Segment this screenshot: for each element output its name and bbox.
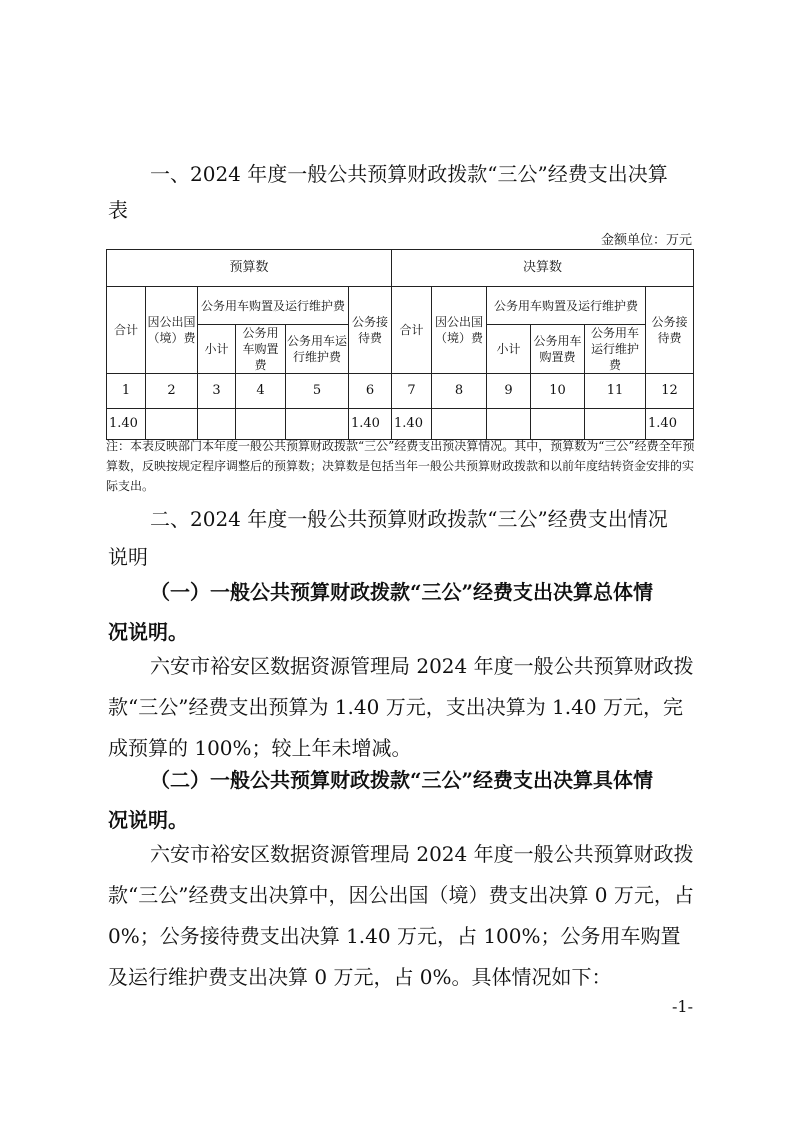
subsection-1-heading-line1: （一）一般公共预算财政拨款“三公”经费支出决算总体情 xyxy=(150,580,654,604)
section-title-2-line2: 说明 xyxy=(108,545,148,569)
header-reception: 公务接待费 xyxy=(349,287,392,374)
index-cell: 11 xyxy=(585,374,646,409)
data-cell xyxy=(198,409,236,440)
header-abroad: 因公出国（境）费 xyxy=(146,287,198,374)
index-cell: 6 xyxy=(349,374,392,409)
section-title-2-line1: 二、2024 年度一般公共预算财政拨款“三公”经费支出情况 xyxy=(150,507,668,531)
data-cell: 1.40 xyxy=(392,409,432,440)
data-cell xyxy=(146,409,198,440)
table-note: 注：本表反映部门本年度一般公共预算财政拨款“三公”经费支出预决算情况。其中，预算数为“三公”经费全年预算数，反映按规定程序调整后的预算数；决算数是包括当年一般公共预算财政拨款和以前年度结转资金安排的实际支出。 xyxy=(106,439,695,493)
data-cell xyxy=(432,409,487,440)
data-cell: 1.40 xyxy=(107,409,146,440)
header-abroad: 因公出国（境）费 xyxy=(432,287,487,374)
header-vehicle-group: 公务用车购置及运行维护费 xyxy=(198,287,349,325)
subsection-1-heading-line2: 况说明。 xyxy=(108,620,188,644)
subsection-2-heading xyxy=(108,760,698,840)
header-vehicle-purchase: 公务用车购置费 xyxy=(531,325,585,374)
data-cell xyxy=(487,409,531,440)
index-cell: 5 xyxy=(286,374,349,409)
header-total: 合计 xyxy=(107,287,146,374)
data-cell: 1.40 xyxy=(646,409,694,440)
index-cell: 12 xyxy=(646,374,694,409)
section-title-1 xyxy=(108,156,698,228)
unit-label: 金额单位：万元 xyxy=(600,233,692,248)
header-vehicle-operation: 公务用车运行维护费 xyxy=(286,325,349,374)
index-cell: 9 xyxy=(487,374,531,409)
section-title-1-line1: 一、2024 年度一般公共预算财政拨款“三公”经费支出决算 xyxy=(150,162,668,186)
data-cell: 1.40 xyxy=(349,409,392,440)
index-cell: 10 xyxy=(531,374,585,409)
data-cell xyxy=(286,409,349,440)
header-subtotal: 小计 xyxy=(487,325,531,374)
index-cell: 7 xyxy=(392,374,432,409)
table-row-index xyxy=(107,374,694,409)
subsection-1-heading xyxy=(108,572,698,652)
index-cell: 1 xyxy=(107,374,146,409)
header-budget: 预算数 xyxy=(107,250,392,287)
table-row-data xyxy=(107,409,694,440)
page-number: -1- xyxy=(672,997,693,1016)
header-vehicle-operation: 公务用车运行维护费 xyxy=(585,325,646,374)
section-title-1-line2: 表 xyxy=(108,198,128,222)
subsection-2-body: 六安市裕安区数据资源管理局 2024 年度一般公共预算财政拨款“三公”经费支出决算中，因公出国（境）费支出决算 0 万元，占 0%；公务接待费支出决算 1.40 万元，占 100%；公务用车购置及运行维护费支出决算 0 万元，占 0%。具体情况如下： xyxy=(108,842,694,989)
three-public-expenses-table xyxy=(106,249,694,440)
index-cell: 3 xyxy=(198,374,236,409)
header-vehicle-purchase: 公务用车购置费 xyxy=(236,325,286,374)
data-cell xyxy=(531,409,585,440)
index-cell: 4 xyxy=(236,374,286,409)
subsection-1-body: 六安市裕安区数据资源管理局 2024 年度一般公共预算财政拨款“三公”经费支出预算为 1.40 万元，支出决算为 1.40 万元，完成预算的 100%；较上年未增减。 xyxy=(108,654,694,760)
data-cell xyxy=(585,409,646,440)
subsection-2-heading-line1: （二）一般公共预算财政拨款“三公”经费支出决算具体情 xyxy=(150,768,654,792)
header-reception: 公务接待费 xyxy=(646,287,694,374)
data-cell xyxy=(236,409,286,440)
header-total: 合计 xyxy=(392,287,432,374)
subsection-2-heading-line2: 况说明。 xyxy=(108,808,188,832)
section-title-2 xyxy=(108,500,698,576)
header-final: 决算数 xyxy=(392,250,694,287)
header-vehicle-group: 公务用车购置及运行维护费 xyxy=(487,287,646,325)
index-cell: 2 xyxy=(146,374,198,409)
index-cell: 8 xyxy=(432,374,487,409)
header-subtotal: 小计 xyxy=(198,325,236,374)
